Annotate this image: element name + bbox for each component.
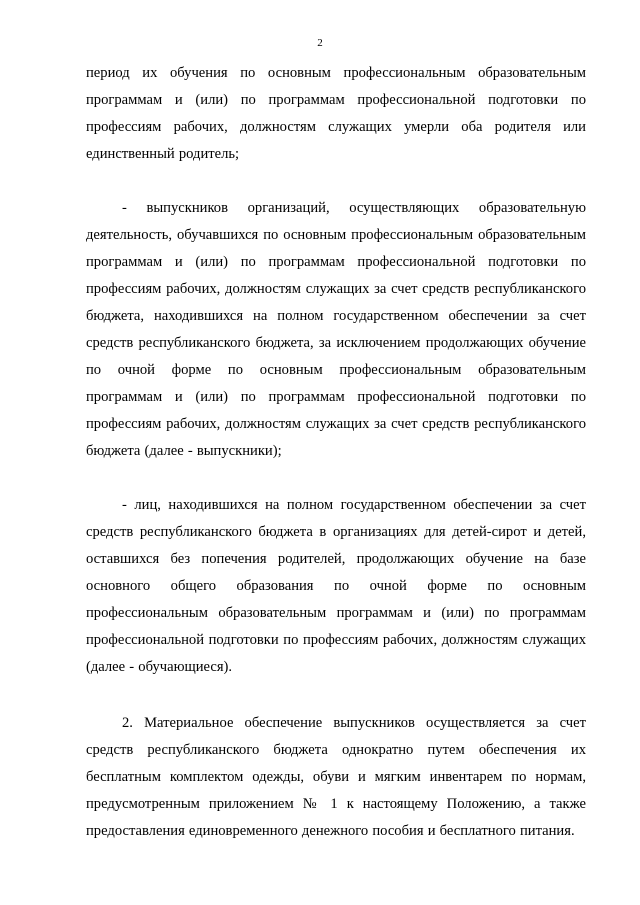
page-number: 2 [317, 37, 323, 49]
paragraph-continuation: период их обучения по основным профессиональным образовательным программам и (или) по программам профессиональной подготовки по профессиям рабочих, должностям служащих умерли оба родителя или единственный родитель; [86, 65, 586, 162]
document-body [86, 60, 586, 845]
paragraph-students: - лиц, находившихся на полном государственном обеспечении за счет средств республиканского бюджета в организациях для детей-сирот и детей, оставшихся без попечения родителей, продолжающих обучение на базе основного общего образования по очной форме по основным профессиональным образовательным программам и (или) по программам профессиональной подготовки по профессиям рабочих, должностям служащих (далее - обучающиеся). [86, 497, 586, 675]
paragraph-material-support: 2. Материальное обеспечение выпускников осуществляется за счет средств республиканского бюджета однократно путем обеспечения их бесплатным комплектом одежды, обуви и мягким инвентарем по нормам, предусмотренным приложением № 1 к настоящему Положению, а также предоставления единовременного денежного пособия и бесплатного питания. [86, 715, 586, 839]
paragraph-graduates: - выпускников организаций, осуществляющих образовательную деятельность, обучавшихся по основным профессиональным образовательным программам и (или) по программам профессиональной подготовки по профессиям рабочих, должностям служащих за счет средств республиканского бюджета, находившихся на полном государственном обеспечении за счет средств республиканского бюджета, за исключением продолжающих обучение по очной форме по основным профессиональным образовательным программам и (или) по программам профессиональной подготовки по профессиям рабочих, должностям служащих за счет средств республиканского бюджета (далее - выпускники); [86, 200, 586, 459]
